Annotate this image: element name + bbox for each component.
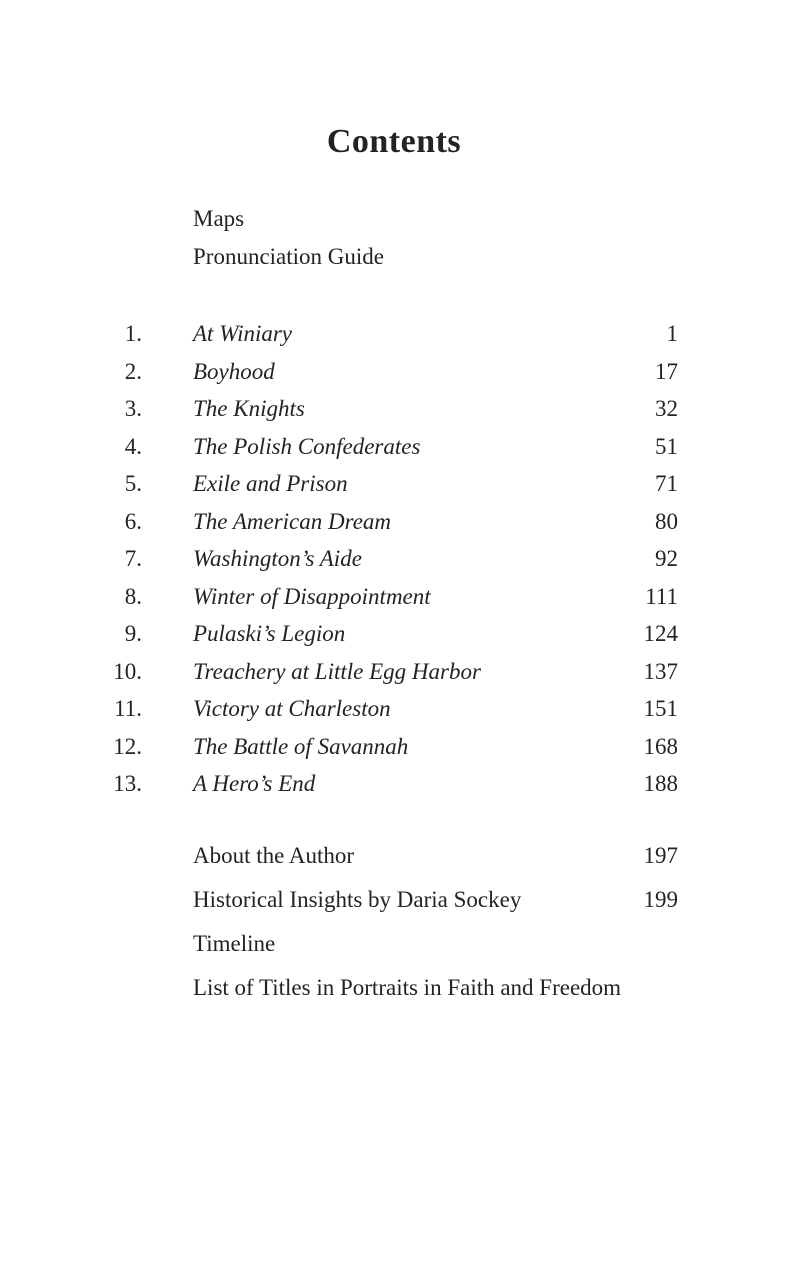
toc-chapter-row (110, 728, 678, 766)
chapter-number: 4. (124, 433, 142, 459)
chapter-number: 1. (124, 321, 142, 346)
back-matter-label: About the Author (193, 843, 354, 868)
chapter-list (110, 315, 678, 803)
chapter-page-number: 71 (655, 471, 678, 496)
front-matter-list (110, 200, 678, 275)
chapter-title: The Polish Confederates (193, 433, 421, 459)
chapter-number: 7. (124, 546, 142, 571)
chapter-number: 10. (113, 658, 142, 684)
toc-chapter-row (110, 578, 678, 616)
chapter-number: 8. (124, 583, 142, 609)
toc-chapter-row (110, 653, 678, 691)
back-matter-label: Historical Insights by Daria Sockey (193, 887, 522, 912)
chapter-title: The Knights (193, 396, 305, 421)
chapter-page-number: 137 (643, 658, 678, 684)
back-matter-row (110, 922, 678, 966)
chapter-page-number: 32 (655, 396, 678, 421)
chapter-title: Victory at Charleston (193, 696, 391, 721)
back-matter-page-number (638, 922, 678, 966)
chapter-page-number: 124 (643, 621, 678, 646)
chapter-page-number: 51 (655, 433, 678, 459)
chapter-page-number: 151 (643, 696, 678, 721)
back-matter-page-number: 197 (643, 843, 678, 868)
front-matter-label: Maps (193, 206, 245, 231)
toc-chapter-row (110, 315, 678, 353)
chapter-title: Boyhood (193, 358, 275, 384)
chapter-number: 9. (124, 621, 142, 646)
toc-chapter-row (110, 540, 678, 578)
chapter-page-number: 188 (643, 771, 678, 796)
front-matter-row (110, 200, 678, 238)
chapter-page-number: 92 (655, 546, 678, 571)
page-title: Contents (326, 123, 462, 160)
chapter-page-number: 17 (655, 358, 678, 384)
toc-chapter-row (110, 390, 678, 428)
chapter-title: Treachery at Little Egg Harbor (193, 658, 481, 684)
chapter-title: Winter of Disappointment (193, 583, 431, 609)
chapter-page-number: 80 (655, 508, 678, 534)
chapter-title: A Hero’s End (193, 771, 316, 796)
chapter-number: 5. (124, 471, 142, 496)
chapter-number: 12. (113, 733, 142, 759)
toc-content (110, 0, 678, 1275)
back-matter-row (110, 966, 678, 1010)
chapter-title: Pulaski’s Legion (193, 621, 346, 646)
back-matter-page-number: 199 (643, 887, 678, 912)
chapter-title: At Winiary (193, 321, 293, 346)
toc-chapter-row (110, 503, 678, 541)
chapter-title: The Battle of Savannah (193, 733, 409, 759)
back-matter-row (110, 834, 678, 878)
back-matter-list (110, 834, 678, 1010)
chapter-title: Washington’s Aide (193, 546, 362, 571)
front-matter-row (110, 238, 678, 276)
toc-chapter-row (110, 690, 678, 728)
chapter-title: Exile and Prison (193, 471, 348, 496)
toc-chapter-row (110, 465, 678, 503)
chapter-number: 3. (124, 396, 142, 421)
chapter-number: 13. (113, 771, 142, 796)
front-matter-label: Pronunciation Guide (193, 243, 384, 269)
chapter-page-number: 111 (645, 583, 678, 609)
chapter-number: 6. (124, 508, 142, 534)
chapter-number: 2. (124, 358, 142, 384)
back-matter-page-number (638, 966, 678, 1010)
chapter-page-number: 168 (643, 733, 678, 759)
back-matter-label: List of Titles in Portraits in Faith and Freedom (193, 975, 622, 1000)
chapter-page-number: 1 (666, 321, 678, 346)
back-matter-row (110, 878, 678, 922)
toc-chapter-row (110, 428, 678, 466)
toc-chapter-row (110, 615, 678, 653)
toc-chapter-row (110, 765, 678, 803)
toc-chapter-row (110, 353, 678, 391)
chapter-title: The American Dream (193, 508, 392, 534)
chapter-number: 11. (114, 696, 142, 721)
back-matter-label: Timeline (193, 931, 276, 956)
